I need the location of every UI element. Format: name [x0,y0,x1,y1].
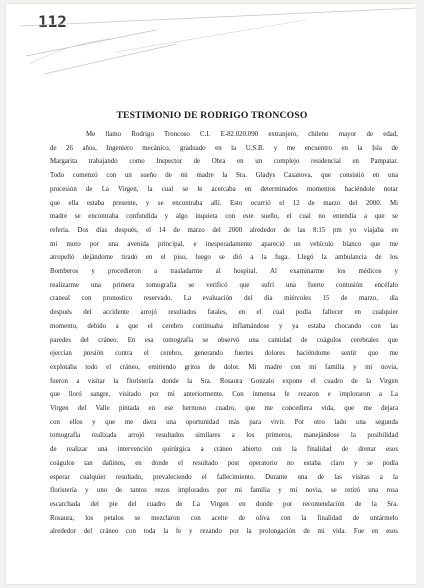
body-line: con ellos y que me diera una oportunidad más para vivir. Por otro lado una segunda [50,418,398,426]
body-line: mi moto por una avenida principal, e inesperadamente apareció un vehículo blanco que me [50,240,398,248]
body-line: fueron a visitar la floristería donde la Sra. Rosaura Gonzalo expone el cuadro de la Virgen [50,377,398,385]
body-line: ejercían presión contra el cerebro, generando fuertes dolores haciéndome sentir que me [50,350,398,358]
body-line: de realizar una intervención quirúrgica a cráneo abierto con la finalidad de drenar esos [50,446,398,454]
body-line: Todo comenzó con un sueño de mi madre la Sra. Gladys Casanova, que consistió en una [50,172,398,180]
document-title: TESTIMONIO DE RODRIGO TRONCOSO [116,110,308,121]
body-line: floristería y uno de tantos rezos implorados por mi familia y mi novia, se retiró una rosa [50,487,398,495]
body-line: atropelló dejándome tirado en el piso, luego se dió a la fuga. Llegó la ambulancia de los [50,254,398,262]
page-number: 112 [38,12,67,31]
body-line: craneal con pronostico reservado. La evaluación del día miércoles 15 de marzo, día [50,295,398,303]
body-line: realizarme una primera tomografía se verificó que sufrí una fuerte contusión encéfalo [50,281,398,289]
body-line: que ella estaba presente, y se encontraba allí. Esto ocurrió el 12 de marzo del 2000. Mi [50,199,398,207]
body-line: madre se encontraba confundida y algo inquieta con este sueño, el cual no entendía a que se [50,213,398,221]
body-line: Rosaura, los petalos se mezclaron con aceite de oliva con la finalidad de untármelo [50,514,398,522]
body-line: de 26 años, Ingeniero mecánico, graduado en la U.S.B. y me encuentro en la Isla de [50,144,398,152]
body-line: paredes del cráneo. En esa tomografía se observó una cantidad de coágulos cerebrales que [50,336,398,344]
body-line: que lloró sangre, visitado por mi anteriormente. Con inmensa fe rezaron e imploraron a La [50,391,398,399]
body-line: Bomberos y procedieron a trasladarme al hospital. Al examinarme los médicos y [50,268,398,276]
body-line: explotaba todo el cráneo, emitiendo gritos de dolor. Mi madre con mi familia y mi novia, [50,363,398,371]
paper-fold-marks [6,4,418,114]
body-line: esperar cualquier resultado, prevaleciendo el fallecimiento. Durante una de las visitas a la [50,473,398,481]
body-line: después del accidente arrojó resultados fatales, en el cual podía fallecer en cualquier [50,309,398,317]
body-line: Virgen del Valle pintada en ese hermoso cuadro, que me concediera vida, que me dejara [50,405,398,413]
testimony-body [50,128,398,539]
body-line: tomografía realizada arrojó resultados similares a los primeros, manejándose la posibilidad [50,432,398,440]
page-edge [416,0,424,588]
body-line: refería. Dos días después, el 14 de marzo del 2000 alrededor de las 8:15 pm yo viajaba en [50,226,398,234]
body-line: alrededor del cráneo con toda la fe y rezando por la prolongación de mi vida. Fue en esos [50,528,398,536]
body-line: Me llamo Rodrigo Troncoso C.I. E-82.020.090 extranjero, chileno mayor de edad, [86,131,398,138]
body-line: coágulos tan dañinos, en donde el resultado post operatorio no estaba claro y se podía [50,459,398,467]
body-line: momento, debido a que el cerebro continuaba inflamándose y ya estaba chocando con las [50,322,398,330]
body-line: escarchada del pie del cuadro de La Virgen en donde por recomendación de la Sra. [50,500,398,508]
body-line: procesión de La Virgen, la cual se le acercaba en determinados momentos haciéndole notar [50,185,398,193]
document-page [6,4,418,584]
body-line: Margarita trabajando como Inspector de Obra en un complejo residencial en Pampatar. [50,158,398,166]
